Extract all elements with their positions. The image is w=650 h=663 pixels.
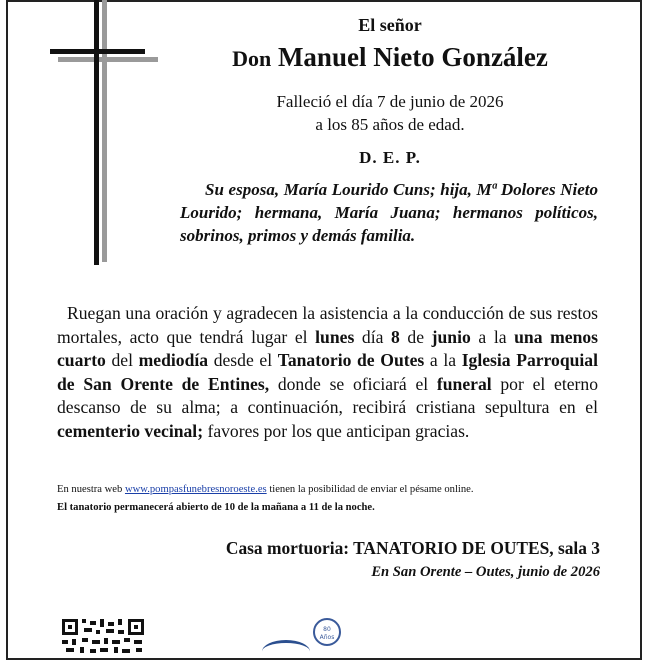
funeral-home: Casa mortuoria: TANATORIO DE OUTES, sala 3 xyxy=(225,538,600,558)
website-link[interactable]: www.pompasfunebresnoroeste.es xyxy=(124,484,267,495)
body-cemetery: cementerio vecinal; xyxy=(57,420,204,441)
death-info xyxy=(250,90,530,136)
company-logo-icon xyxy=(262,640,310,663)
intro-text: El señor xyxy=(358,15,422,35)
body-text: día xyxy=(354,326,392,347)
web-note xyxy=(57,484,617,495)
web-prefix: En nuestra web xyxy=(57,484,125,495)
opening-hours: El tanatorio permanecerá abierto de 10 de la mañana a 11 de la noche. xyxy=(57,502,375,513)
family-list: Su esposa, María Lourido Cuns; hija, Mª Dolores Nieto Lourido; hermana, María Juana; hermanos políticos, sobrinos, primos y demás familia. xyxy=(180,180,598,245)
rip-text: D. E. P. xyxy=(359,148,421,167)
qr-code-icon[interactable] xyxy=(60,616,146,656)
body-text: a la xyxy=(470,326,515,347)
body-text: donde se oficiará el xyxy=(269,373,437,394)
age: a los 85 años de edad. xyxy=(315,115,465,134)
death-date: Falleció el día 7 de junio de 2026 xyxy=(276,92,504,111)
full-name: Manuel Nieto González xyxy=(277,42,548,72)
anniversary-badge-icon xyxy=(313,618,341,646)
place-date: En San Orente – Outes, junio de 2026 xyxy=(371,564,600,580)
ceremony-paragraph xyxy=(57,302,598,443)
cross-icon-shadow-horizontal xyxy=(58,57,158,62)
deceased-name xyxy=(160,42,620,73)
body-text: desde el xyxy=(208,350,278,370)
body-midday: mediodía xyxy=(138,350,209,370)
cross-icon-horizontal xyxy=(50,49,145,54)
body-time: una menos cuarto xyxy=(57,326,598,370)
body-text: a la xyxy=(424,350,462,370)
body-funeral: funeral xyxy=(436,373,492,394)
badge-text: Años xyxy=(319,634,335,641)
body-day: lunes xyxy=(315,326,355,347)
body-origin: Tanatorio de Outes xyxy=(277,350,425,370)
cross-icon-vertical xyxy=(94,0,99,265)
body-church: Iglesia Parroquial de San Orente de Entines, xyxy=(57,350,598,394)
body-text: del xyxy=(105,350,139,370)
body-text: favores por los que anticipan gracias. xyxy=(203,420,470,441)
cross-icon-shadow-vertical xyxy=(102,0,107,262)
honorific: Don xyxy=(232,46,272,71)
body-month: junio xyxy=(431,326,471,347)
badge-number: 80 xyxy=(323,626,331,633)
body-text: de xyxy=(399,326,432,347)
web-suffix: tienen la posibilidad de enviar el pésame online. xyxy=(266,484,474,495)
body-date: 8 xyxy=(391,326,400,347)
body-text: Ruegan una oración y agradecen la asistencia a la conducción de sus restos mortales, acto que tendrá lugar el xyxy=(57,303,598,347)
body-text: por el eterno descanso de su alma; a continuación, recibirá cristiana sepultura en el xyxy=(57,373,598,417)
